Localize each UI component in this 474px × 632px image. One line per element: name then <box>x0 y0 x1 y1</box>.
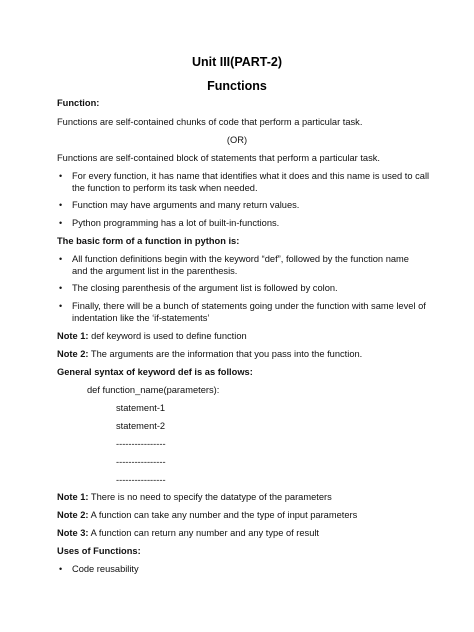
list-item: Code reusability <box>72 564 139 574</box>
bullet-icon: • <box>59 283 63 293</box>
list-item: All function definitions begin with the keyword “def”, followed by the function name <box>72 254 409 264</box>
bullet-icon: • <box>59 218 63 228</box>
note-label: Note 3: <box>57 528 89 538</box>
bullet-icon: • <box>59 200 63 210</box>
note <box>57 348 362 360</box>
definition-paragraph: Functions are self-contained chunks of code that perform a particular task. <box>57 117 363 127</box>
note-text: There is no need to specify the datatype of the parameters <box>88 492 332 502</box>
list-item: Function may have arguments and many return values. <box>72 200 300 210</box>
document-title: Unit III(PART-2) <box>191 55 283 69</box>
list-item: For every function, it has name that identifies what it does and this name is used to call <box>72 171 430 181</box>
note-text: def keyword is used to define function <box>88 331 247 341</box>
note <box>57 527 319 539</box>
list-item: the function to perform its task when needed. <box>72 183 258 193</box>
note-label: Note 1: <box>57 331 89 341</box>
document-subtitle: Functions <box>207 79 267 93</box>
bullet-icon: • <box>59 301 63 311</box>
code-line: ---------------- <box>116 475 166 485</box>
note-label: Note 2: <box>57 349 89 359</box>
code-line: def function_name(parameters): <box>87 385 220 395</box>
code-line: ---------------- <box>116 457 166 467</box>
definition-paragraph: Functions are self-contained block of statements that perform a particular task. <box>57 153 380 163</box>
list-item: The closing parenthesis of the argument list is followed by colon. <box>72 283 338 293</box>
bullet-icon: • <box>59 171 63 181</box>
code-line: statement-1 <box>116 403 166 413</box>
list-item: Python programming has a lot of built-in-functions. <box>72 218 280 228</box>
list-item: Finally, there will be a bunch of statements going under the function with same level of <box>72 301 426 311</box>
code-line: ---------------- <box>116 439 166 449</box>
note-text: A function can return any number and any type of result <box>88 528 320 538</box>
list-item: indentation like the ‘if-statements’ <box>72 313 210 323</box>
bullet-icon: • <box>59 564 63 574</box>
note-label: Note 1: <box>57 492 89 502</box>
bullet-icon: • <box>59 254 63 264</box>
note <box>57 491 332 503</box>
code-line: statement-2 <box>116 421 166 431</box>
section-heading: General syntax of keyword def is as follows: <box>57 367 253 377</box>
list-item: and the argument list in the parenthesis. <box>72 266 238 276</box>
section-heading: Uses of Functions: <box>57 546 141 556</box>
note <box>57 330 247 342</box>
section-heading: The basic form of a function in python is: <box>57 236 240 246</box>
note-text: A function can take any number and the type of input parameters <box>88 510 358 520</box>
or-separator: (OR) <box>226 135 248 145</box>
function-heading: Function: <box>57 98 100 108</box>
note-label: Note 2: <box>57 510 89 520</box>
note-text: The arguments are the information that you pass into the function. <box>88 349 363 359</box>
note <box>57 509 357 521</box>
